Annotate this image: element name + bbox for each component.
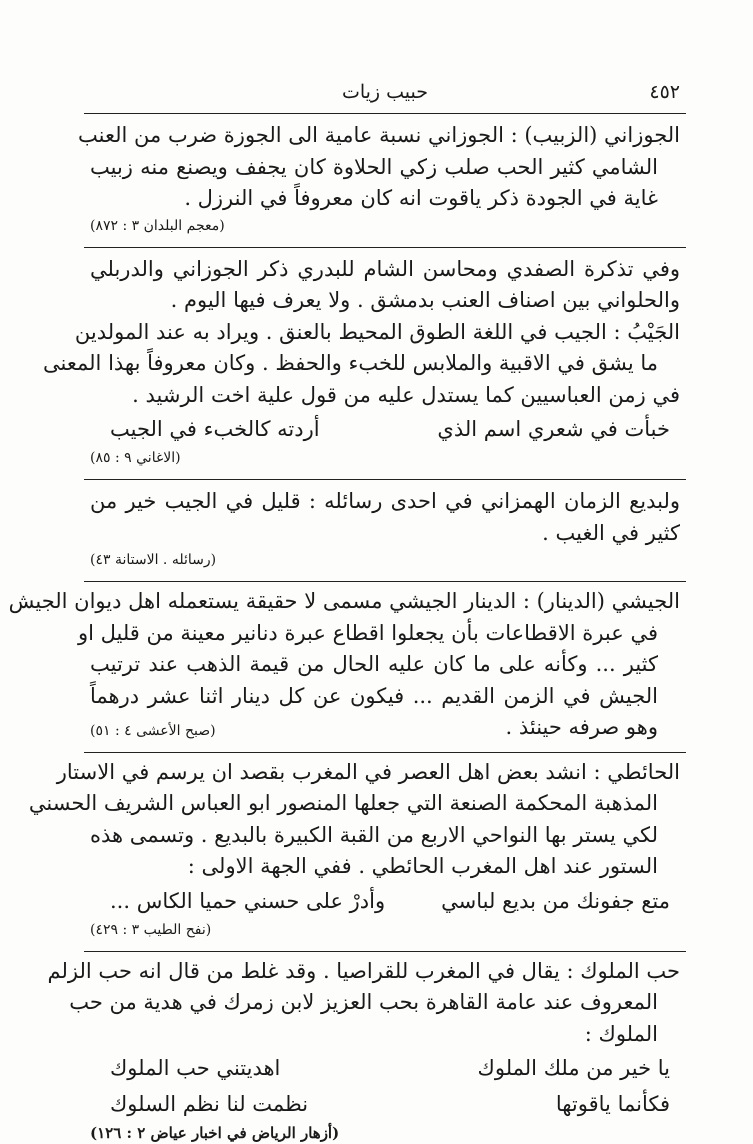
text-line: الجَيْبُ : الجيب في اللغة الطوق المحيط بالعنق . ويراد به عند المولدين	[90, 317, 680, 349]
running-title: حبيب زيات	[90, 81, 680, 103]
citation: (نفح الطيب ٣ : ٤٢٩)	[90, 919, 680, 941]
verse-second-hemistich: اهديتني حب الملوك	[110, 1050, 280, 1086]
verse	[90, 883, 680, 919]
entry-separator	[84, 571, 686, 582]
text-line: المعروف عند عامة القاهرة بحب العزيز لابن زمرك في هدية من حب	[90, 987, 680, 1019]
verse	[90, 411, 680, 447]
paragraph-jayb-note	[90, 486, 680, 571]
text-line: لكي يستر بها النواحي الاربع من القبة الكبيرة بالبديع . وتسمى هذه	[90, 820, 680, 852]
citation: (صبح الأعشى ٤ : ٥١)	[90, 720, 680, 742]
text-line: الستور عند اهل المغرب الحائطي . ففي الجهة الاولى :	[90, 851, 680, 883]
text-line: الجيشي (الدينار) : الدينار الجيشي مسمى لا حقيقة يستعمله اهل ديوان الجيش	[90, 586, 680, 618]
entry-habb-al-muluk	[90, 956, 680, 1144]
text-line: الجيش في الزمن القديم ... فيكون عن كل دينار اثنا عشر درهماً	[90, 681, 680, 713]
text-line: ما يشق في الاقبية والملابس للخبء والحفظ . وكان معروفاً بهذا المعنى	[90, 348, 680, 380]
verse-first-hemistich: فكأنما ياقوتها	[556, 1086, 670, 1122]
verse	[90, 1086, 680, 1122]
text-line: المذهبة المحكمة الصنعة التي جعلها المنصور ابو العباس الشريف الحسني	[90, 788, 680, 820]
text-line: كثير في الغيب .	[90, 518, 680, 550]
entry-separator	[84, 469, 686, 480]
text-line: الملوك :	[90, 1019, 680, 1051]
text-line: ولبديع الزمان الهمزاني في احدى رسائله : قليل في الجيب خير من	[90, 486, 680, 518]
text-line: في زمن العباسيين كما يستدل عليه من قول علية اخت الرشيد .	[90, 380, 680, 412]
text-line: حب الملوك : يقال في المغرب للقراصيا . وقد غلط من قال انه حب الزلم	[90, 956, 680, 988]
verse-first-hemistich: متع جفونك من بديع لباسي	[441, 883, 670, 919]
verse	[90, 1050, 680, 1086]
text-line: الحائطي : انشد بعض اهل العصر في المغرب بقصد ان يرسم في الاستار	[90, 757, 680, 789]
entry-jawzani	[90, 120, 680, 237]
text-line: في عبرة الاقطاعات بأن يجعلوا اقطاع عبرة دنانير معينة من قليل او	[90, 618, 680, 650]
entry-haiti	[90, 757, 680, 941]
paragraph-jawzani-note	[90, 254, 680, 317]
entry-jayshi	[90, 586, 680, 742]
text-line: الجوزاني (الزبيب) : الجوزاني نسبة عامية الى الجوزة ضرب من العنب	[90, 120, 680, 152]
header-rule	[84, 113, 686, 114]
entry-separator	[84, 237, 686, 248]
citation: (الاغاني ٩ : ٨٥)	[90, 447, 680, 469]
text-line: وفي تذكرة الصفدي ومحاسن الشام للبدري ذكر الجوزاني والدربلي	[90, 254, 680, 286]
page-number: ٤٥٢	[649, 81, 680, 103]
entry-separator	[84, 941, 686, 952]
text-line: وهو صرفه حينئذ .	[90, 712, 680, 744]
document-page	[90, 75, 680, 1065]
entry-jayb	[90, 317, 680, 470]
text-line: غاية في الجودة ذكر ياقوت انه كان معروفاً في النرزل .	[90, 183, 680, 215]
citation: (رسائله . الاستانة ٤٣)	[90, 549, 680, 571]
citation: (معجم البلدان ٣ : ٨٧٢)	[90, 215, 680, 237]
text-line: الشامي كثير الحب صلب زكي الحلاوة كان يجفف ويصنع منه زبيب	[90, 152, 680, 184]
verse-first-hemistich: يا خير من ملك الملوك	[478, 1050, 670, 1086]
verse-second-hemistich: وأدرْ على حسني حميا الكاس ...	[110, 883, 385, 919]
verse-second-hemistich: أردته كالخبء في الجيب	[110, 411, 320, 447]
verse-first-hemistich: خبأت في شعري اسم الذي	[437, 411, 670, 447]
citation: (أزهار الرياض في اخبار عياض ٢ : ١٢٦)	[90, 1122, 680, 1144]
text-line: كثير ... وكأنه على ما كان عليه الحال من قيمة الذهب عند ترتيب	[90, 649, 680, 681]
verse-second-hemistich: نظمت لنا نظم السلوك	[110, 1086, 308, 1122]
page-header	[90, 75, 680, 113]
text-line: والحلواني بين اصناف العنب بدمشق . ولا يعرف فيها اليوم .	[90, 285, 680, 317]
